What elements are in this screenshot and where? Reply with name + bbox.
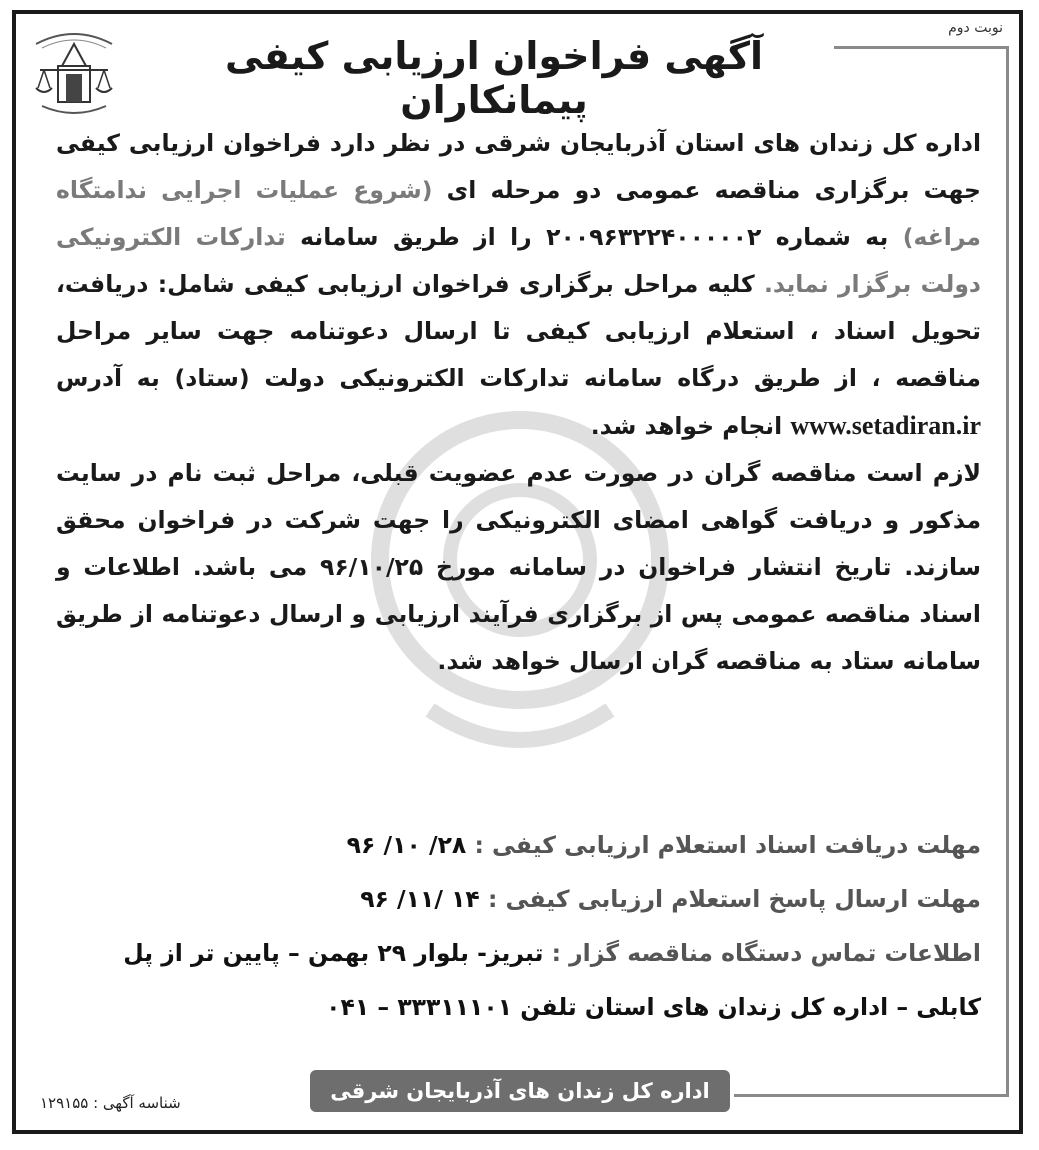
- paragraph-1-part-a: اداره کل زندان های استان آذربایجان شرقی در نظر دارد فراخوان ارزیابی کیفی جهت برگزاری مناقصه عمومی دو مرحله ای: [56, 129, 981, 204]
- deadline-send-value: ۱۴ /۱۱/ ۹۶: [360, 885, 488, 913]
- deadline-receive-row: [56, 818, 981, 872]
- paragraph-1: [56, 120, 981, 450]
- paragraph-1-part-c: به شماره ۲۰۰۹۶۳۲۲۴۰۰۰۰۰۲ را از طریق سامانه: [285, 223, 903, 251]
- decorative-line-right: [1006, 46, 1009, 1096]
- contact-label: اطلاعات تماس دستگاه مناقصه گزار :: [551, 939, 981, 967]
- edition-label: نوبت دوم: [948, 20, 1003, 36]
- prison-organization-emblem-icon: [28, 22, 120, 122]
- decorative-line-bottom: [734, 1094, 1009, 1097]
- decorative-line-top: [834, 46, 1009, 49]
- paragraph-1-part-f: انجام خواهد شد.: [590, 412, 791, 440]
- organization-footer: اداره کل زندان های آذربایجان شرقی: [310, 1070, 730, 1112]
- paragraph-1-part-e: کلیه مراحل برگزاری فراخوان ارزیابی کیفی شامل: دریافت، تحویل اسناد ، استعلام ارزیابی کیفی تا ارسال دعوتنامه جهت سایر مراحل مناقصه ، از طریق درگاه سامانه تدارکات الکترونیکی دولت (ستاد) به آدرس: [56, 270, 981, 392]
- deadlines-and-contact: [56, 818, 981, 1034]
- deadline-send-row: [56, 872, 981, 926]
- contact-value: تبریز- بلوار ۲۹ بهمن – پایین تر از پل کابلی – اداره کل زندان های استان تلفن ۳۳۳۱۱۱۰۱ – ۰۴۱: [123, 939, 981, 1021]
- notice-body: [56, 120, 981, 685]
- deadline-receive-label: مهلت دریافت اسناد استعلام ارزیابی کیفی :: [474, 831, 981, 859]
- paragraph-2: لازم است مناقصه گران در صورت عدم عضویت قبلی، مراحل ثبت نام در سایت مذکور و دریافت گواهی امضای الکترونیکی را جهت شرکت در فراخوان محقق سازند. تاریخ انتشار فراخوان در سامانه مورخ ۹۶/۱۰/۲۵ می باشد. اطلاعات و اسناد مناقصه عمومی پس از برگزاری فرآیند ارزیابی و ارسال دعوتنامه از طریق سامانه ستاد به مناقصه گران ارسال خواهد شد.: [56, 459, 981, 675]
- system-name: تدارکات الکترونیکی دولت برگزار نماید.: [56, 223, 981, 298]
- ad-id: شناسه آگهی : ۱۲۹۱۵۵: [40, 1094, 181, 1112]
- project-name: (شروع عملیات اجرایی ندامتگاه مراغه): [56, 176, 981, 251]
- contact-row: [56, 926, 981, 1034]
- deadline-receive-value: ۲۸/ ۱۰/ ۹۶: [346, 831, 475, 859]
- page-title: آگهی فراخوان ارزیابی کیفی پیمانکاران: [225, 34, 763, 122]
- website-link[interactable]: www.setadiran.ir: [790, 411, 981, 440]
- deadline-send-label: مهلت ارسال پاسخ استعلام ارزیابی کیفی :: [487, 885, 981, 913]
